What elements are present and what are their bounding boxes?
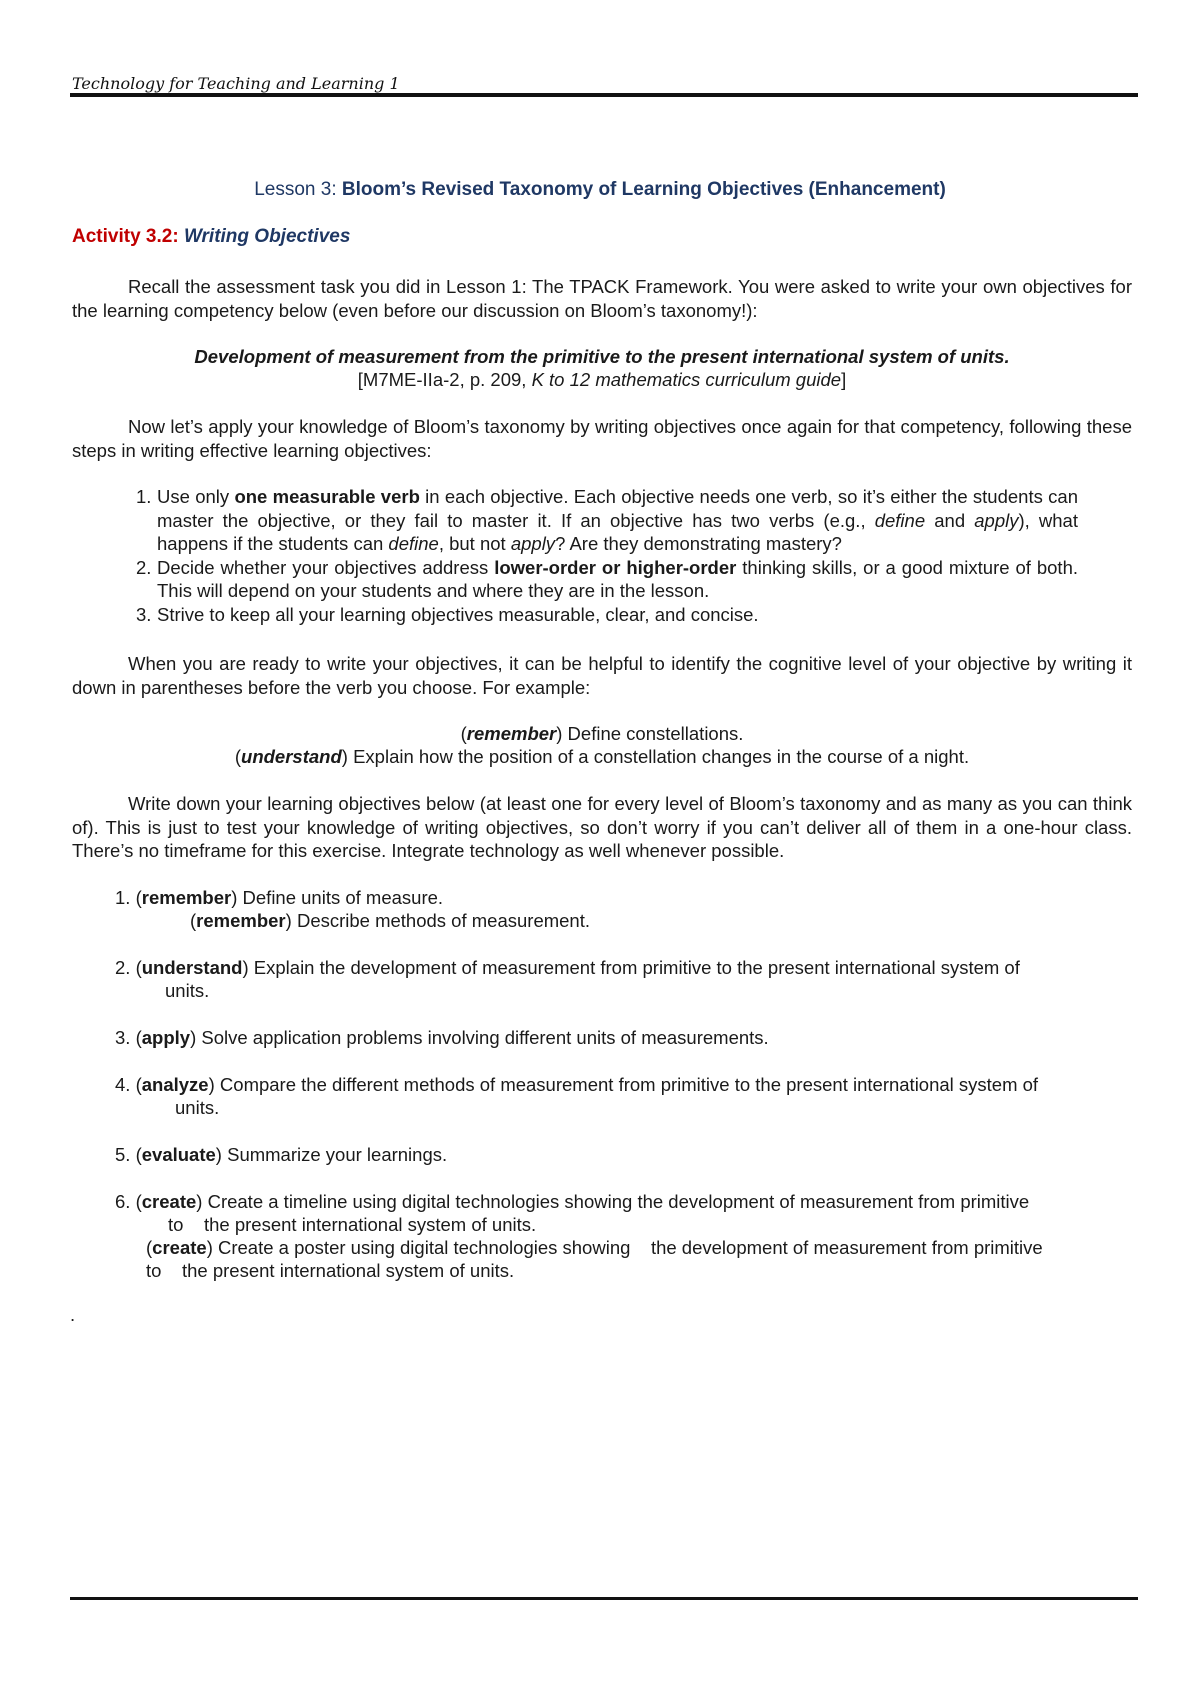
trailing-mark: . bbox=[70, 1304, 76, 1325]
objective-number: 4. bbox=[115, 1074, 136, 1095]
objective-text: Compare the different methods of measurement from primitive to the present international system of bbox=[214, 1074, 1039, 1095]
step-text: thinking skills, or a good mixture of both. This will depend on your students and where they are in the lesson. bbox=[157, 556, 1078, 601]
apply-paragraph: Now let’s apply your knowledge of Bloom’s taxonomy by writing objectives once again for that competency, following these steps in writing effective learning objectives: bbox=[72, 416, 1132, 461]
intro-paragraph: Recall the assessment task you did in Lesson 1: The TPACK Framework. You were asked to write your own objectives for the learning competency below (even before our discussion on Bloom’s taxonomy!): bbox=[72, 276, 1132, 321]
activity-label: Activity 3.2: bbox=[72, 226, 184, 247]
objective-level: analyze bbox=[141, 1074, 209, 1095]
step-emphasis: one measurable verb bbox=[234, 486, 420, 507]
example-remember: (remember) Define constellations. bbox=[460, 723, 744, 744]
ready-paragraph: When you are ready to write your objectives, it can be helpful to identify the cognitive level of your objective by writing it down in parentheses before the verb you choose. For example: bbox=[72, 653, 1132, 698]
step-text: ? Are they demonstrating mastery? bbox=[555, 533, 842, 554]
objective-text: Summarize your learnings. bbox=[221, 1144, 448, 1165]
example-level: remember bbox=[466, 723, 557, 744]
example-level: understand bbox=[241, 746, 342, 767]
objective-number: 1. bbox=[115, 887, 136, 908]
objective-2: 2. (understand) Explain the development of measurement from primitive to the present international system of bbox=[115, 957, 1020, 978]
objective-number: 3. bbox=[115, 1027, 136, 1048]
objective-text: Create a poster using digital technologies showing the development of measurement from primitive bbox=[212, 1237, 1043, 1258]
step-verb: apply bbox=[974, 509, 1019, 531]
objective-number: 5. bbox=[115, 1144, 136, 1165]
objective-level: remember bbox=[141, 887, 232, 908]
objective-6: 6. (create) Create a timeline using digital technologies showing the development of measurement from primitive bbox=[115, 1191, 1030, 1212]
step-number: 1. bbox=[136, 486, 152, 507]
objective-1b: (remember) Describe methods of measurement. bbox=[190, 910, 590, 931]
write-paragraph: Write down your learning objectives below (at least one for every level of Bloom’s taxonomy and as many as you can think of). This is just to test your knowledge of writing objectives, so don’t worry if you can’t deliver all of them in a one-hour class. There’s no timeframe for this exercise. Integrate technology as well whenever possible. bbox=[72, 793, 1132, 861]
objective-level: evaluate bbox=[141, 1144, 216, 1165]
objective-level: create bbox=[141, 1191, 197, 1212]
activity-title: Writing Objectives bbox=[183, 226, 351, 247]
step-text: ), what happens if the students can bbox=[157, 509, 1078, 554]
objective-text: Define units of measure. bbox=[237, 887, 444, 908]
step-text: , but not bbox=[438, 533, 511, 554]
objective-text: Explain the development of measurement from primitive to the present international system of bbox=[248, 957, 1020, 978]
objective-level: apply bbox=[141, 1027, 191, 1048]
step-number: 2. bbox=[136, 556, 152, 578]
objective-5: 5. (evaluate) Summarize your learnings. bbox=[115, 1144, 448, 1165]
competency-code: [M7ME-IIa-2, p. 209, bbox=[357, 369, 532, 390]
objective-4: 4. (analyze) Compare the different methods of measurement from primitive to the present international system of bbox=[115, 1074, 1039, 1095]
lesson-heading bbox=[0, 178, 1200, 202]
step-text: Use only bbox=[157, 486, 235, 507]
step-item-1 bbox=[136, 485, 1078, 556]
example-text: Explain how the position of a constellation changes in the course of a night. bbox=[347, 746, 970, 767]
competency-title: Development of measurement from the primitive to the present international system of units. bbox=[194, 346, 1010, 367]
footer-rule bbox=[70, 1597, 1138, 1600]
example-text: Define constellations. bbox=[562, 723, 744, 744]
objective-6b: (create) Create a poster using digital technologies showing the development of measurement from primitive bbox=[146, 1237, 1043, 1258]
objective-text: Describe methods of measurement. bbox=[291, 910, 590, 931]
objective-level: understand bbox=[141, 957, 243, 978]
example-understand: (understand) Explain how the position of a constellation changes in the course of a night. bbox=[234, 746, 970, 767]
lesson-prefix: Lesson 3: bbox=[254, 179, 342, 200]
objective-1: 1. (remember) Define units of measure. bbox=[115, 887, 444, 908]
curriculum-guide: K to 12 mathematics curriculum guide bbox=[531, 369, 842, 390]
objective-text: Create a timeline using digital technologies showing the development of measurement from primitive bbox=[202, 1191, 1030, 1212]
activity-heading bbox=[72, 225, 350, 249]
step-verb: define bbox=[388, 533, 439, 554]
objective-6-continued: to the present international system of units. bbox=[168, 1214, 537, 1235]
step-verb: apply bbox=[510, 533, 556, 554]
objective-level: create bbox=[152, 1237, 207, 1258]
objective-text: Solve application problems involving different units of measurements. bbox=[196, 1027, 769, 1048]
objective-3: 3. (apply) Solve application problems involving different units of measurements. bbox=[115, 1027, 769, 1048]
step-emphasis: lower-order or higher-order bbox=[494, 556, 737, 578]
step-item-3 bbox=[136, 603, 1078, 627]
steps-list bbox=[136, 485, 1078, 626]
step-text: in each objective. Each objective needs one verb, so it’s either the students can master the objective, or they fail to master it. If an objective has two verbs (e.g., bbox=[157, 486, 1078, 531]
header-title: Technology for Teaching and Learning 1 bbox=[72, 74, 400, 93]
objective-number: 6. bbox=[115, 1191, 136, 1212]
objective-4-continued: units. bbox=[175, 1097, 220, 1118]
objective-level: remember bbox=[196, 910, 286, 931]
step-verb: define bbox=[874, 509, 926, 531]
step-text: Decide whether your objectives address bbox=[157, 556, 495, 578]
step-text: and bbox=[925, 509, 975, 531]
competency-reference bbox=[72, 368, 1132, 392]
objective-2-continued: units. bbox=[165, 980, 210, 1001]
step-text: Strive to keep all your learning objectives measurable, clear, and concise. bbox=[157, 603, 759, 625]
step-item-2 bbox=[136, 556, 1078, 603]
step-number: 3. bbox=[136, 603, 152, 625]
reference-close: ] bbox=[841, 369, 847, 390]
objective-number: 2. bbox=[115, 957, 136, 978]
header-rule bbox=[70, 93, 1138, 97]
lesson-title: Bloom’s Revised Taxonomy of Learning Objectives (Enhancement) bbox=[341, 179, 946, 200]
objective-6b-continued: to the present international system of units. bbox=[146, 1260, 515, 1281]
